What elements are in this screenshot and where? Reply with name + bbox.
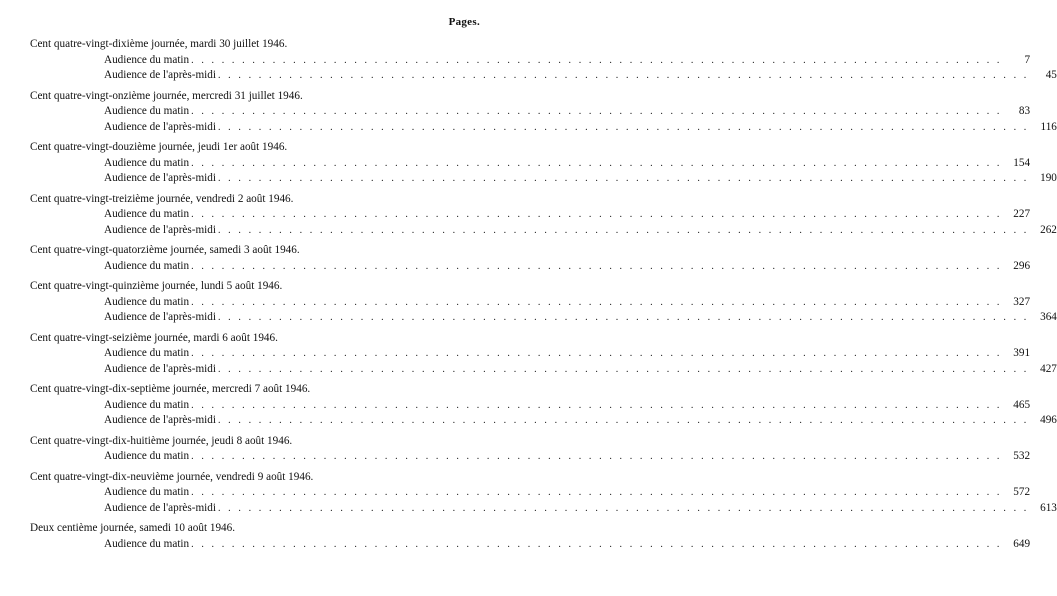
session-label: Audience du matin [104, 156, 190, 169]
page-number: 327 [1013, 295, 1031, 308]
day-title: Cent quatre-vingt-douzième journée, jeudi 1er août 1946. [30, 141, 288, 153]
session-label: Audience du matin [104, 53, 190, 66]
dot-leader: . . . . . . . . . . . . . . . . . . . . . . . . . . . . . . . . . . . . . . . . . . . . . . . . . . . . . . . . . . . . . . . . . . . . . . . . . . . . . . . . [191, 348, 1003, 359]
session-label: Audience du matin [104, 486, 190, 498]
dot-leader: . . . . . . . . . . . . . . . . . . . . . . . . . . . . . . . . . . . . . . . . . . . . . . . . . . . . . . . . . . . . . . . . . . . . . . . . . . . . . . . . [191, 54, 1003, 66]
session-row [104, 156, 1031, 172]
day-title: Cent quatre-vingt-dixième journée, mardi 30 juillet 1946. [30, 38, 288, 50]
session-row [104, 398, 1031, 414]
day-title: Deux centième journée, samedi 10 août 1946. [30, 522, 236, 534]
page-number: 465 [1013, 398, 1031, 411]
toc-day-entry [30, 382, 1057, 429]
session-row [104, 449, 1031, 465]
page-number: 572 [1013, 486, 1031, 498]
day-title: Cent quatre-vingt-dix-septième journée, mercredi 7 août 1946. [30, 383, 311, 395]
dot-leader: . . . . . . . . . . . . . . . . . . . . . . . . . . . . . . . . . . . . . . . . . . . . . . . . . . . . . . . . . . . . . . . . . . . . . . . . . . . . . . . . [217, 312, 1029, 323]
toc-day-entry [30, 470, 1057, 517]
dot-leader: . . . . . . . . . . . . . . . . . . . . . . . . . . . . . . . . . . . . . . . . . . . . . . . . . . . . . . . . . . . . . . . . . . . . . . . . . . . . . . . . [217, 121, 1029, 133]
dot-leader: . . . . . . . . . . . . . . . . . . . . . . . . . . . . . . . . . . . . . . . . . . . . . . . . . . . . . . . . . . . . . . . . . . . . . . . . . . . . . . . . [217, 363, 1029, 375]
page-number: 427 [1040, 362, 1057, 375]
session-row [104, 413, 1057, 429]
day-title: Cent quatre-vingt-dix-neuvième journée, vendredi 9 août 1946. [30, 470, 314, 483]
session-row [104, 537, 1031, 553]
day-title: Cent quatre-vingt-treizième journée, vendredi 2 août 1946. [30, 192, 294, 205]
session-label: Audience de l'après-midi [104, 362, 216, 375]
session-row [104, 171, 1057, 187]
pages-column-heading: Pages. [448, 16, 480, 28]
session-row [104, 362, 1057, 378]
page-number: 613 [1040, 501, 1057, 514]
session-label: Audience de l'après-midi [104, 120, 216, 133]
session-row [104, 207, 1031, 223]
page-number: 227 [1013, 208, 1031, 220]
dot-leader: . . . . . . . . . . . . . . . . . . . . . . . . . . . . . . . . . . . . . . . . . . . . . . . . . . . . . . . . . . . . . . . . . . . . . . . . . . . . . . . . [191, 487, 1003, 498]
session-label: Audience de l'après-midi [104, 501, 216, 514]
session-label: Audience de l'après-midi [104, 172, 216, 184]
session-label: Audience de l'après-midi [104, 311, 216, 323]
session-row [104, 485, 1031, 501]
dot-leader: . . . . . . . . . . . . . . . . . . . . . . . . . . . . . . . . . . . . . . . . . . . . . . . . . . . . . . . . . . . . . . . . . . . . . . . . . . . . . . . . [217, 502, 1029, 514]
session-row [104, 223, 1057, 239]
dot-leader: . . . . . . . . . . . . . . . . . . . . . . . . . . . . . . . . . . . . . . . . . . . . . . . . . . . . . . . . . . . . . . . . . . . . . . . . . . . . . . . . [191, 538, 1003, 550]
toc-day-entry [30, 89, 1057, 136]
table-of-contents [30, 37, 1057, 557]
dot-leader: . . . . . . . . . . . . . . . . . . . . . . . . . . . . . . . . . . . . . . . . . . . . . . . . . . . . . . . . . . . . . . . . . . . . . . . . . . . . . . . . [191, 296, 1003, 308]
day-title: Cent quatre-vingt-quinzième journée, lundi 5 août 1946. [30, 280, 283, 292]
dot-leader: . . . . . . . . . . . . . . . . . . . . . . . . . . . . . . . . . . . . . . . . . . . . . . . . . . . . . . . . . . . . . . . . . . . . . . . . . . . . . . . . [191, 451, 1003, 462]
session-label: Audience de l'après-midi [104, 223, 216, 236]
session-row [104, 310, 1057, 326]
page-number: 296 [1013, 259, 1031, 272]
toc-day-entry [30, 192, 1057, 239]
session-label: Audience du matin [104, 295, 190, 308]
session-row [104, 104, 1031, 120]
session-label: Audience du matin [104, 398, 190, 411]
toc-day-entry [30, 521, 1031, 552]
session-label: Audience de l'après-midi [104, 69, 216, 81]
day-title: Cent quatre-vingt-dix-huitième journée, jeudi 8 août 1946. [30, 434, 293, 447]
session-row [104, 53, 1031, 69]
session-row [104, 501, 1057, 517]
toc-day-entry [30, 331, 1057, 378]
day-title: Cent quatre-vingt-seizième journée, mardi 6 août 1946. [30, 331, 278, 344]
toc-day-entry [30, 243, 1031, 274]
dot-leader: . . . . . . . . . . . . . . . . . . . . . . . . . . . . . . . . . . . . . . . . . . . . . . . . . . . . . . . . . . . . . . . . . . . . . . . . . . . . . . . . [191, 209, 1003, 220]
page-number: 364 [1040, 311, 1057, 323]
page-number: 391 [1013, 347, 1031, 359]
toc-day-entry [30, 37, 1057, 84]
session-row [104, 68, 1057, 84]
dot-leader: . . . . . . . . . . . . . . . . . . . . . . . . . . . . . . . . . . . . . . . . . . . . . . . . . . . . . . . . . . . . . . . . . . . . . . . . . . . . . . . . [191, 106, 1003, 117]
page-number: 262 [1040, 223, 1057, 236]
session-row [104, 120, 1057, 136]
dot-leader: . . . . . . . . . . . . . . . . . . . . . . . . . . . . . . . . . . . . . . . . . . . . . . . . . . . . . . . . . . . . . . . . . . . . . . . . . . . . . . . . [191, 399, 1003, 411]
session-label: Audience du matin [104, 537, 190, 550]
day-title: Cent quatre-vingt-onzième journée, mercredi 31 juillet 1946. [30, 89, 303, 102]
session-label: Audience du matin [104, 105, 190, 117]
toc-day-entry [30, 434, 1031, 465]
page-number: 532 [1013, 450, 1031, 462]
toc-day-entry [30, 140, 1057, 187]
page-number: 7 [1024, 53, 1031, 66]
dot-leader: . . . . . . . . . . . . . . . . . . . . . . . . . . . . . . . . . . . . . . . . . . . . . . . . . . . . . . . . . . . . . . . . . . . . . . . . . . . . . . . . [217, 173, 1029, 184]
dot-leader: . . . . . . . . . . . . . . . . . . . . . . . . . . . . . . . . . . . . . . . . . . . . . . . . . . . . . . . . . . . . . . . . . . . . . . . . . . . . . . . . [217, 70, 1029, 81]
session-row [104, 259, 1031, 275]
session-row [104, 295, 1031, 311]
page-number: 154 [1013, 156, 1031, 169]
page-number: 83 [1018, 105, 1031, 117]
day-title: Cent quatre-vingt-quatorzième journée, samedi 3 août 1946. [30, 244, 300, 256]
page-number: 496 [1040, 414, 1057, 426]
dot-leader: . . . . . . . . . . . . . . . . . . . . . . . . . . . . . . . . . . . . . . . . . . . . . . . . . . . . . . . . . . . . . . . . . . . . . . . . . . . . . . . . [191, 157, 1003, 169]
dot-leader: . . . . . . . . . . . . . . . . . . . . . . . . . . . . . . . . . . . . . . . . . . . . . . . . . . . . . . . . . . . . . . . . . . . . . . . . . . . . . . . . [191, 260, 1003, 272]
page-number: 45 [1045, 69, 1057, 81]
session-label: Audience du matin [104, 259, 190, 272]
session-label: Audience de l'après-midi [104, 414, 216, 426]
dot-leader: . . . . . . . . . . . . . . . . . . . . . . . . . . . . . . . . . . . . . . . . . . . . . . . . . . . . . . . . . . . . . . . . . . . . . . . . . . . . . . . . [217, 415, 1029, 426]
toc-day-entry [30, 279, 1057, 326]
page-number: 649 [1013, 537, 1031, 550]
session-label: Audience du matin [104, 347, 190, 359]
dot-leader: . . . . . . . . . . . . . . . . . . . . . . . . . . . . . . . . . . . . . . . . . . . . . . . . . . . . . . . . . . . . . . . . . . . . . . . . . . . . . . . . [217, 224, 1029, 236]
page-number: 116 [1040, 120, 1057, 133]
session-label: Audience du matin [104, 208, 190, 220]
session-row [104, 346, 1031, 362]
page-number: 190 [1040, 172, 1057, 184]
session-label: Audience du matin [104, 450, 190, 462]
